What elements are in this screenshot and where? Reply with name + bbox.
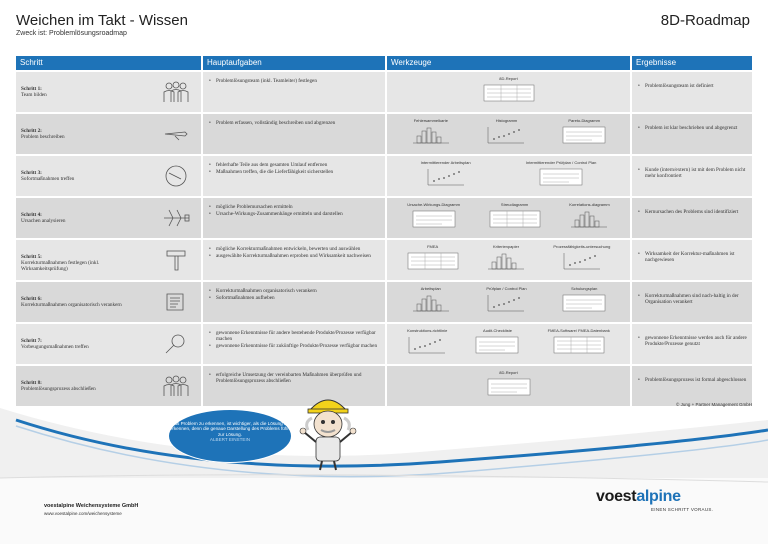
quote-author: ALBERT EINSTEIN	[209, 437, 251, 443]
column-tasks: Hauptaufgaben	[203, 56, 385, 70]
tools-cell	[387, 324, 630, 364]
task-item: • Sofortmaßnahmen aufheben	[209, 295, 381, 301]
table-row	[16, 114, 752, 154]
slogan: EINEN SCHRITT VORAUS.	[651, 507, 714, 512]
tool-thumbnail-icon	[553, 336, 605, 359]
task-item: • Maßnahmen treffen, die die Lieferfähigkeit sicherstellen	[209, 169, 381, 175]
step-label	[16, 366, 146, 392]
footer-swoosh	[0, 400, 768, 544]
tool-label: Intermittierender Arbeitsplan	[420, 160, 471, 166]
tools-cell	[387, 156, 630, 196]
voestalpine-logo	[596, 488, 681, 506]
magnifier-icon	[161, 332, 191, 356]
tasks-cell	[203, 282, 385, 322]
page-subtitle: Zweck ist: Problemlösungsroadmap	[16, 30, 127, 37]
tool-thumbnail-icon	[562, 294, 606, 317]
tool-label: Fehlersammelkarte	[413, 118, 448, 124]
tool-label: Intermittierender Prüfplan / Control Plan	[525, 160, 597, 166]
step-cell	[16, 324, 201, 364]
table-row	[16, 240, 752, 280]
tool-thumbnail-icon	[407, 336, 447, 359]
result-item: • Kunde (intern/extern) ist mit dem Problem nicht mehr konfrontiert	[638, 167, 748, 179]
step-text: Problem beschreiben	[21, 134, 65, 141]
fishbone-icon	[161, 206, 191, 230]
column-step: Schritt	[16, 56, 201, 70]
result-list	[632, 240, 752, 263]
tool-item	[486, 245, 526, 275]
tool-thumbnail-icon	[569, 210, 609, 233]
step-label	[16, 72, 146, 98]
task-list	[203, 324, 385, 350]
table-row	[16, 324, 752, 364]
tool-item	[407, 245, 459, 275]
table-row	[16, 198, 752, 238]
task-list	[203, 366, 385, 384]
document-icon	[161, 290, 191, 314]
task-list	[203, 240, 385, 259]
step-label	[16, 282, 146, 308]
tool-thumbnail-icon	[539, 168, 583, 191]
step-label	[16, 240, 146, 273]
task-item: • Ursache-Wirkungs-Zusammenhänge ermitteln und darstellen	[209, 211, 381, 217]
result-item: • Problemlösungsteam ist definiert	[638, 83, 748, 89]
task-item: • ausgewählte Korrekturmaßnahmen erproben und Wirksamkeit nachweisen	[209, 253, 381, 259]
result-cell	[632, 156, 752, 196]
tool-thumbnail-icon	[426, 168, 466, 191]
tool-item	[553, 245, 610, 275]
result-cell	[632, 240, 752, 280]
tool-list	[387, 72, 630, 112]
result-list	[632, 282, 752, 305]
tool-item	[489, 203, 541, 233]
step-label	[16, 114, 146, 140]
result-list	[632, 366, 752, 383]
step-text: Sofortmaßnahmen treffen	[21, 176, 75, 183]
tools-cell	[387, 282, 630, 322]
result-list	[632, 156, 752, 179]
tool-label: Ursache-Wirkungs-Diagramm	[407, 202, 460, 208]
table-row	[16, 282, 752, 322]
tool-label: Prüfplan / Control Plan	[486, 286, 527, 292]
tool-thumbnail-icon	[407, 252, 459, 275]
tool-label: Streudiagramm	[500, 202, 529, 208]
step-cell	[16, 156, 201, 196]
result-item: • Kernursachen des Problems sind identifiziert	[638, 209, 748, 215]
logo-part-2: alpine	[636, 488, 681, 505]
result-item: • Wirksamkeit der Korrektur-maßnahmen ist nachgewiesen	[638, 251, 748, 263]
tools-cell	[387, 114, 630, 154]
result-list	[632, 198, 752, 215]
result-cell	[632, 198, 752, 238]
step-number: Schritt 3:	[21, 170, 42, 176]
tool-item	[407, 203, 460, 233]
tool-thumbnail-icon	[411, 294, 451, 317]
tool-label: 8D-Report	[499, 76, 518, 82]
result-cell	[632, 114, 752, 154]
result-item: • gewonnene Erkenntnisse werden auch für andere Produkte/Prozesse genutzt	[638, 335, 748, 347]
task-list	[203, 72, 385, 84]
tool-label: Audit-Checkliste	[483, 328, 512, 334]
task-item: • erfolgreiche Umsetzung der vereinbarten Maßnahmen überprüfen und Problemlösungsprozess abschließen	[209, 372, 381, 384]
tool-thumbnail-icon	[483, 84, 535, 107]
task-item: • Problem erfassen, vollständig beschreiben und abgrenzen	[209, 120, 381, 126]
task-item: • Problemlösungsteam (inkl. Teamleiter) festlegen	[209, 78, 381, 84]
tool-thumbnail-icon	[411, 126, 451, 149]
logo-part-1: voest	[596, 488, 637, 505]
tasks-cell	[203, 156, 385, 196]
tool-list	[387, 198, 630, 238]
result-cell	[632, 72, 752, 112]
tool-label: FMEA	[427, 244, 439, 250]
step-label	[16, 198, 146, 224]
tool-thumbnail-icon	[486, 126, 526, 149]
tool-thumbnail-icon	[562, 126, 606, 149]
team-icon	[161, 374, 191, 398]
result-cell	[632, 282, 752, 322]
step-cell	[16, 282, 201, 322]
tool-item	[562, 287, 606, 317]
roadmap-table	[16, 56, 752, 406]
tool-item	[562, 119, 606, 149]
step-number: Schritt 2:	[21, 128, 42, 134]
tool-item	[483, 77, 535, 107]
company-name: voestalpine Weichensysteme GmbH	[44, 503, 139, 509]
result-list	[632, 114, 752, 131]
result-cell	[632, 324, 752, 364]
team-icon	[161, 80, 191, 104]
tool-label: Prozessfähigkeits-untersuchung	[553, 244, 611, 250]
step-cell	[16, 72, 201, 112]
task-list	[203, 114, 385, 126]
task-list	[203, 156, 385, 175]
table-row	[16, 72, 752, 112]
step-text: Korrekturmaßnahmen festlegen (inkl. Wirksamkeitsprüfung)	[21, 260, 100, 273]
tasks-cell	[203, 240, 385, 280]
company-website[interactable]: www.voestalpine.com/weichensysteme	[44, 511, 122, 516]
tool-thumbnail-icon	[489, 210, 541, 233]
step-cell	[16, 114, 201, 154]
tool-thumbnail-icon	[412, 210, 456, 233]
tasks-cell	[203, 114, 385, 154]
task-item: • mögliche Problemursachen ermitteln	[209, 204, 381, 210]
tool-thumbnail-icon	[562, 252, 602, 275]
column-tools: Werkzeuge	[387, 56, 630, 70]
einstein-figure-icon	[296, 392, 360, 472]
step-label	[16, 324, 146, 350]
task-item: • fehlerhafte Teile aus dem gesamten Umlauf entfernen	[209, 162, 381, 168]
tool-list	[387, 114, 630, 154]
result-item: • Problem ist klar beschrieben und abgegrenzt	[638, 125, 748, 131]
tool-label: Konstruktions-richtlinie	[407, 328, 448, 334]
tool-label: 8D-Report	[499, 370, 518, 376]
tool-list	[387, 282, 630, 322]
result-list	[632, 72, 752, 89]
tool-item	[421, 161, 471, 191]
step-number: Schritt 8:	[21, 380, 42, 386]
tools-cell	[387, 198, 630, 238]
task-item: • Korrekturmaßnahmen organisatorisch verankern	[209, 288, 381, 294]
einstein-quote-bubble	[168, 409, 292, 463]
step-number: Schritt 4:	[21, 212, 42, 218]
result-item: • Problemlösungsprozess ist formal abgeschlossen	[638, 377, 748, 383]
page-title: Weichen im Takt - Wissen	[16, 12, 188, 29]
tool-label: Arbeitsplan	[420, 286, 441, 292]
tool-thumbnail-icon	[486, 294, 526, 317]
pencil-icon	[161, 122, 191, 146]
tool-item	[569, 203, 609, 233]
quote-text: Das Problem zu erkennen, ist wichtiger, als die Lösung zu erkennen, denn die genaue Darstellung des Problems führt zur Lösung.	[169, 421, 291, 437]
tool-label: Kriterienpapier	[493, 244, 520, 250]
step-number: Schritt 1:	[21, 86, 42, 92]
tool-list	[387, 156, 630, 196]
step-cell	[16, 198, 201, 238]
task-item: • gewonnene Erkenntnisse für zukünftige Produkte/Prozesse verfügbar machen	[209, 343, 381, 349]
tool-item	[526, 161, 596, 191]
tool-label: Schulungsplan	[571, 286, 598, 292]
tool-item	[407, 329, 447, 359]
step-text: Vorbeugungsmaßnahmen treffen	[21, 344, 89, 351]
tool-item	[475, 329, 519, 359]
tool-item	[411, 119, 451, 149]
tool-list	[387, 324, 630, 364]
tool-item	[486, 287, 526, 317]
table-header	[16, 56, 752, 70]
task-list	[203, 282, 385, 301]
task-list	[203, 198, 385, 217]
step-text: Ursachen analysieren	[21, 218, 66, 225]
table-row	[16, 156, 752, 196]
task-item: • gewonnene Erkenntnisse für andere bestehende Produkte/Prozesse verfügbar machen	[209, 330, 381, 342]
step-text: Problemlösungsprozess abschließen	[21, 386, 96, 393]
tool-thumbnail-icon	[487, 378, 531, 401]
copyright: © Jung + Partner Management GmbH	[676, 402, 752, 407]
tool-label: FMEA-Software/ FMEA-Datenbank	[547, 328, 610, 334]
tool-item	[548, 329, 610, 359]
gauge-icon	[161, 164, 191, 188]
tool-item	[487, 371, 531, 401]
tool-label: Pareto-Diagramm	[568, 118, 600, 124]
task-item: • mögliche Korrekturmaßnahmen entwickeln, bewerten und auswählen	[209, 246, 381, 252]
step-text: Korrekturmaßnahmen organisatorisch verankern	[21, 302, 122, 309]
step-number: Schritt 5:	[21, 254, 42, 260]
tool-item	[486, 119, 526, 149]
result-list	[632, 324, 752, 347]
step-number: Schritt 7:	[21, 338, 42, 344]
tool-label: Korrelations-diagramm	[569, 202, 610, 208]
step-number: Schritt 6:	[21, 296, 42, 302]
tool-thumbnail-icon	[486, 252, 526, 275]
tool-thumbnail-icon	[475, 336, 519, 359]
tool-label: Histogramm	[495, 118, 518, 124]
column-results: Ergebnisse	[632, 56, 752, 70]
tools-cell	[387, 72, 630, 112]
hammer-icon	[161, 248, 191, 272]
tasks-cell	[203, 72, 385, 112]
tasks-cell	[203, 198, 385, 238]
step-text: Team bilden	[21, 92, 47, 99]
roadmap-title: 8D-Roadmap	[660, 12, 750, 29]
result-item: • Korrekturmaßnahmen sind nach-haltig in der Organisation verankert	[638, 293, 748, 305]
step-label	[16, 156, 146, 182]
tools-cell	[387, 240, 630, 280]
tool-list	[387, 240, 630, 280]
step-cell	[16, 240, 201, 280]
tool-item	[411, 287, 451, 317]
tasks-cell	[203, 324, 385, 364]
